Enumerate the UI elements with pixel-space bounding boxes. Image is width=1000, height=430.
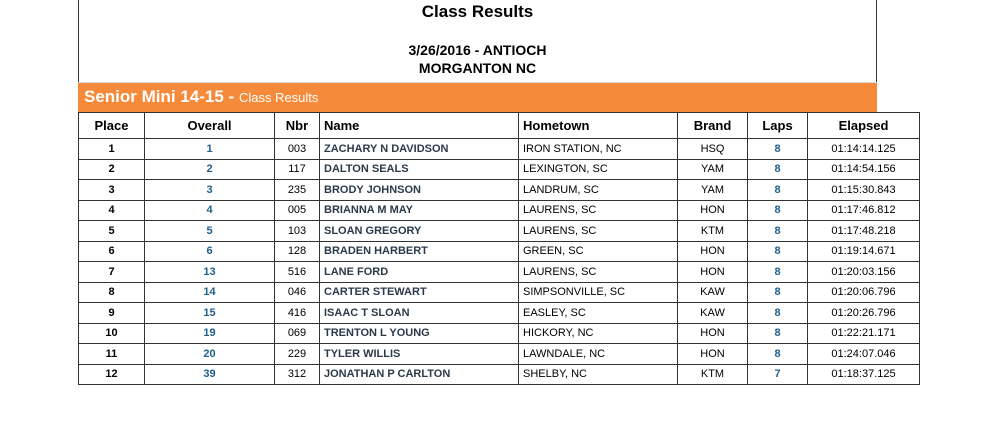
cell-place: 4 bbox=[79, 200, 145, 221]
cell-place: 11 bbox=[79, 344, 145, 365]
table-row bbox=[79, 159, 920, 180]
results-table bbox=[78, 112, 920, 385]
cell-hometown: SIMPSONVILLE, SC bbox=[519, 282, 678, 303]
table-row bbox=[79, 180, 920, 201]
cell-overall: 39 bbox=[145, 364, 275, 385]
cell-hometown: SHELBY, NC bbox=[519, 364, 678, 385]
page-title: Class Results bbox=[421, 2, 534, 21]
cell-nbr: 103 bbox=[275, 221, 320, 242]
cell-place: 3 bbox=[79, 180, 145, 201]
cell-hometown: LAURENS, SC bbox=[519, 262, 678, 283]
class-heading bbox=[84, 87, 318, 107]
results-body bbox=[79, 139, 920, 385]
class-results-label: Class Results bbox=[238, 90, 319, 105]
cell-name: ZACHARY N DAVIDSON bbox=[320, 139, 519, 160]
table-row bbox=[79, 262, 920, 283]
cell-nbr: 235 bbox=[275, 180, 320, 201]
cell-laps: 7 bbox=[748, 364, 808, 385]
cell-overall: 20 bbox=[145, 344, 275, 365]
cell-elapsed: 01:19:14.671 bbox=[808, 241, 920, 262]
table-row bbox=[79, 139, 920, 160]
col-header-brand: Brand bbox=[678, 113, 748, 139]
cell-overall: 15 bbox=[145, 303, 275, 324]
col-header-overall: Overall bbox=[145, 113, 275, 139]
table-row bbox=[79, 303, 920, 324]
col-header-elapsed: Elapsed bbox=[808, 113, 920, 139]
table-row bbox=[79, 344, 920, 365]
cell-place: 8 bbox=[79, 282, 145, 303]
cell-name: TRENTON L YOUNG bbox=[320, 323, 519, 344]
cell-laps: 8 bbox=[748, 200, 808, 221]
cell-place: 12 bbox=[79, 364, 145, 385]
cell-laps: 8 bbox=[748, 180, 808, 201]
cell-elapsed: 01:15:30.843 bbox=[808, 180, 920, 201]
cell-hometown: LEXINGTON, SC bbox=[519, 159, 678, 180]
cell-brand: HON bbox=[678, 241, 748, 262]
cell-elapsed: 01:22:21.171 bbox=[808, 323, 920, 344]
cell-nbr: 416 bbox=[275, 303, 320, 324]
cell-name: SLOAN GREGORY bbox=[320, 221, 519, 242]
cell-overall: 5 bbox=[145, 221, 275, 242]
table-row bbox=[79, 241, 920, 262]
cell-name: CARTER STEWART bbox=[320, 282, 519, 303]
cell-elapsed: 01:18:37.125 bbox=[808, 364, 920, 385]
cell-name: BRADEN HARBERT bbox=[320, 241, 519, 262]
cell-elapsed: 01:20:03.156 bbox=[808, 262, 920, 283]
col-header-laps: Laps bbox=[748, 113, 808, 139]
cell-elapsed: 01:20:26.796 bbox=[808, 303, 920, 324]
col-header-place: Place bbox=[79, 113, 145, 139]
cell-overall: 2 bbox=[145, 159, 275, 180]
col-header-hometown: Hometown bbox=[519, 113, 678, 139]
cell-laps: 8 bbox=[748, 282, 808, 303]
cell-laps: 8 bbox=[748, 323, 808, 344]
table-row bbox=[79, 200, 920, 221]
table-header-row bbox=[79, 113, 920, 139]
cell-name: JONATHAN P CARLTON bbox=[320, 364, 519, 385]
cell-place: 5 bbox=[79, 221, 145, 242]
cell-brand: YAM bbox=[678, 159, 748, 180]
cell-name: TYLER WILLIS bbox=[320, 344, 519, 365]
cell-name: DALTON SEALS bbox=[320, 159, 519, 180]
cell-nbr: 516 bbox=[275, 262, 320, 283]
cell-brand: KTM bbox=[678, 364, 748, 385]
cell-nbr: 117 bbox=[275, 159, 320, 180]
cell-name: ISAAC T SLOAN bbox=[320, 303, 519, 324]
cell-overall: 4 bbox=[145, 200, 275, 221]
cell-elapsed: 01:17:48.218 bbox=[808, 221, 920, 242]
cell-brand: YAM bbox=[678, 180, 748, 201]
cell-hometown: GREEN, SC bbox=[519, 241, 678, 262]
cell-laps: 8 bbox=[748, 139, 808, 160]
class-banner bbox=[78, 82, 877, 112]
cell-name: LANE FORD bbox=[320, 262, 519, 283]
cell-hometown: LAWNDALE, NC bbox=[519, 344, 678, 365]
cell-place: 7 bbox=[79, 262, 145, 283]
cell-laps: 8 bbox=[748, 221, 808, 242]
cell-laps: 8 bbox=[748, 344, 808, 365]
cell-laps: 8 bbox=[748, 241, 808, 262]
cell-place: 10 bbox=[79, 323, 145, 344]
cell-brand: KAW bbox=[678, 282, 748, 303]
cell-brand: KAW bbox=[678, 303, 748, 324]
cell-elapsed: 01:20:06.796 bbox=[808, 282, 920, 303]
col-header-name: Name bbox=[320, 113, 519, 139]
cell-hometown: EASLEY, SC bbox=[519, 303, 678, 324]
cell-brand: HON bbox=[678, 323, 748, 344]
table-row bbox=[79, 364, 920, 385]
cell-overall: 19 bbox=[145, 323, 275, 344]
class-name: Senior Mini 14-15 bbox=[84, 87, 224, 106]
cell-hometown: LAURENS, SC bbox=[519, 221, 678, 242]
cell-nbr: 003 bbox=[275, 139, 320, 160]
cell-name: BRODY JOHNSON bbox=[320, 180, 519, 201]
cell-brand: HON bbox=[678, 344, 748, 365]
cell-place: 6 bbox=[79, 241, 145, 262]
event-location: MORGANTON NC bbox=[418, 60, 537, 76]
cell-overall: 1 bbox=[145, 139, 275, 160]
cell-overall: 6 bbox=[145, 241, 275, 262]
cell-overall: 3 bbox=[145, 180, 275, 201]
cell-elapsed: 01:14:54.156 bbox=[808, 159, 920, 180]
cell-laps: 8 bbox=[748, 159, 808, 180]
table-row bbox=[79, 323, 920, 344]
class-separator: - bbox=[223, 87, 239, 106]
cell-nbr: 069 bbox=[275, 323, 320, 344]
cell-nbr: 312 bbox=[275, 364, 320, 385]
table-row bbox=[79, 282, 920, 303]
cell-overall: 14 bbox=[145, 282, 275, 303]
cell-hometown: LANDRUM, SC bbox=[519, 180, 678, 201]
cell-nbr: 128 bbox=[275, 241, 320, 262]
col-header-nbr: Nbr bbox=[275, 113, 320, 139]
cell-brand: HSQ bbox=[678, 139, 748, 160]
cell-nbr: 229 bbox=[275, 344, 320, 365]
cell-place: 9 bbox=[79, 303, 145, 324]
cell-elapsed: 01:14:14.125 bbox=[808, 139, 920, 160]
cell-place: 2 bbox=[79, 159, 145, 180]
cell-laps: 8 bbox=[748, 303, 808, 324]
cell-hometown: HICKORY, NC bbox=[519, 323, 678, 344]
cell-nbr: 005 bbox=[275, 200, 320, 221]
cell-brand: KTM bbox=[678, 221, 748, 242]
cell-elapsed: 01:17:46.812 bbox=[808, 200, 920, 221]
cell-brand: HON bbox=[678, 262, 748, 283]
cell-nbr: 046 bbox=[275, 282, 320, 303]
cell-hometown: LAURENS, SC bbox=[519, 200, 678, 221]
cell-elapsed: 01:24:07.046 bbox=[808, 344, 920, 365]
event-date-track: 3/26/2016 - ANTIOCH bbox=[408, 42, 547, 58]
cell-overall: 13 bbox=[145, 262, 275, 283]
cell-brand: HON bbox=[678, 200, 748, 221]
cell-name: BRIANNA M MAY bbox=[320, 200, 519, 221]
cell-place: 1 bbox=[79, 139, 145, 160]
cell-hometown: IRON STATION, NC bbox=[519, 139, 678, 160]
table-row bbox=[79, 221, 920, 242]
cell-laps: 8 bbox=[748, 262, 808, 283]
